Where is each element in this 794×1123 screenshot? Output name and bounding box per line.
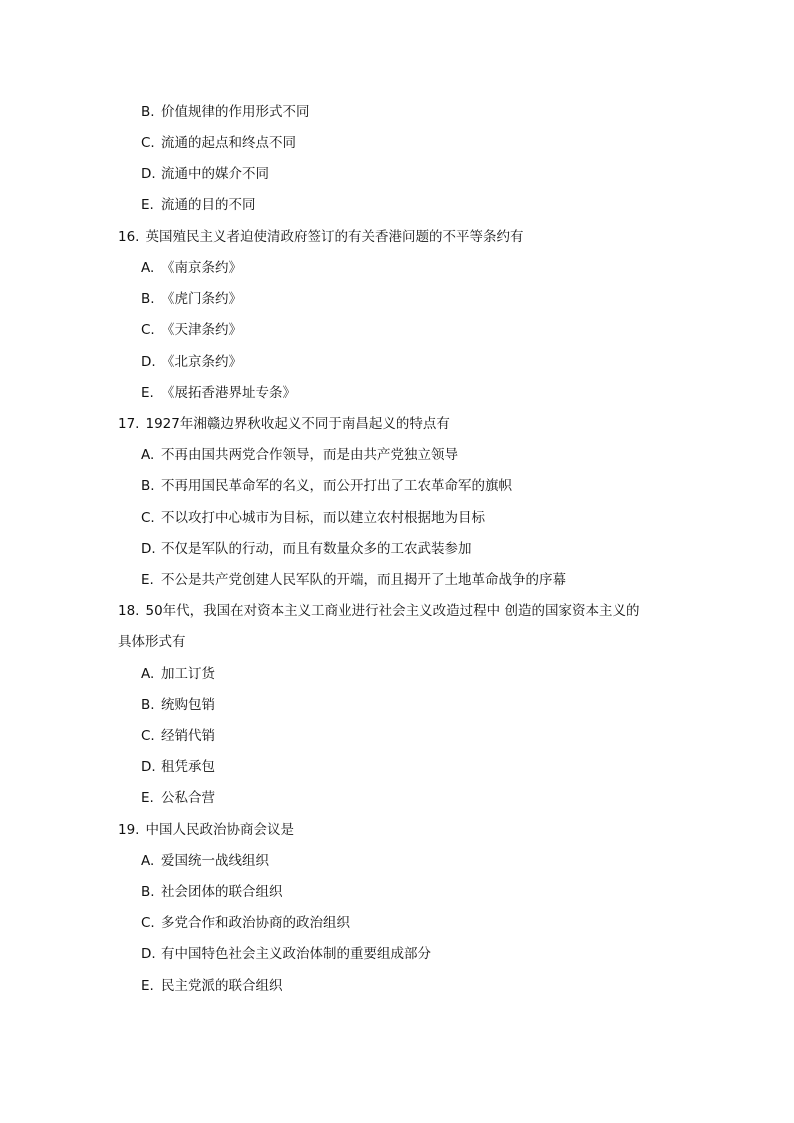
option-line xyxy=(141,196,256,214)
option-text: 《展拓香港界址专条》 xyxy=(161,385,296,401)
option-line xyxy=(141,103,310,121)
option-text: 经销代销 xyxy=(161,728,215,744)
option-line xyxy=(141,727,215,745)
option-letter: C. xyxy=(141,915,155,931)
option-letter: E. xyxy=(141,385,154,401)
option-letter: C. xyxy=(141,135,155,151)
option-line xyxy=(141,134,296,152)
option-text: 加工订货 xyxy=(161,666,215,682)
option-text: 不再由国共两党合作领导，而是由共产党独立领导 xyxy=(161,447,458,463)
option-line xyxy=(141,571,566,589)
option-line xyxy=(141,477,512,495)
option-letter: B. xyxy=(141,291,155,307)
option-text: 统购包销 xyxy=(161,697,215,713)
option-line xyxy=(141,665,215,683)
option-text: 租凭承包 xyxy=(161,759,215,775)
option-line xyxy=(141,977,283,995)
option-line xyxy=(141,384,296,402)
option-letter: E. xyxy=(141,978,154,994)
option-text: 不再用国民革命军的名义，而公开打出了工农革命军的旗帜 xyxy=(161,478,512,494)
option-text: 有中国特色社会主义政治体制的重要组成部分 xyxy=(161,946,431,962)
question-line xyxy=(118,602,639,620)
option-line xyxy=(141,883,283,901)
option-line xyxy=(141,290,242,308)
option-line xyxy=(141,259,242,277)
question-number: 18. xyxy=(118,603,140,619)
option-letter: B. xyxy=(141,104,155,120)
option-line xyxy=(141,914,350,932)
option-line xyxy=(141,789,215,807)
option-letter: D. xyxy=(141,946,156,962)
option-letter: A. xyxy=(141,666,155,682)
option-letter: B. xyxy=(141,697,155,713)
option-line xyxy=(141,321,242,339)
option-text: 《北京条约》 xyxy=(161,354,242,370)
option-letter: E. xyxy=(141,790,154,806)
option-text: 《南京条约》 xyxy=(161,260,242,276)
option-letter: A. xyxy=(141,447,155,463)
option-line xyxy=(141,758,215,776)
option-text: 爱国统一战线组织 xyxy=(161,853,269,869)
option-line xyxy=(141,852,269,870)
option-text: 不仅是军队的行动，而且有数量众多的工农武装参加 xyxy=(161,541,472,557)
option-text: 《虎门条约》 xyxy=(161,291,242,307)
option-letter: A. xyxy=(141,260,155,276)
option-letter: D. xyxy=(141,541,156,557)
option-text: 不以攻打中心城市为目标，而以建立农村根据地为目标 xyxy=(161,510,485,526)
option-letter: D. xyxy=(141,354,156,370)
option-letter: C. xyxy=(141,322,155,338)
question-line xyxy=(118,821,294,839)
option-text: 流通的目的不同 xyxy=(161,197,256,213)
option-text: 民主党派的联合组织 xyxy=(161,978,283,994)
question-text: 1927年湘赣边界秋收起义不同于南昌起义的特点有 xyxy=(145,416,450,432)
question-number: 19. xyxy=(118,822,140,838)
question-text: 英国殖民主义者迫使清政府签订的有关香港问题的不平等条约有 xyxy=(145,229,524,245)
option-line xyxy=(141,696,215,714)
option-line xyxy=(141,540,472,558)
option-line xyxy=(141,945,431,963)
question-number: 17. xyxy=(118,416,140,432)
option-text: 公私合营 xyxy=(161,790,215,806)
option-letter: B. xyxy=(141,478,155,494)
option-letter: E. xyxy=(141,572,154,588)
question-number: 16. xyxy=(118,229,140,245)
option-line xyxy=(141,509,485,527)
option-text: 流通中的媒介不同 xyxy=(161,166,269,182)
option-line xyxy=(141,446,458,464)
option-letter: C. xyxy=(141,728,155,744)
option-text: 流通的起点和终点不同 xyxy=(161,135,296,151)
option-letter: A. xyxy=(141,853,155,869)
question-line xyxy=(118,228,523,246)
option-line xyxy=(141,353,242,371)
option-letter: B. xyxy=(141,884,155,900)
question-text: 中国人民政治协商会议是 xyxy=(145,822,294,838)
option-text: 不公是共产党创建人民军队的开端，而且揭开了土地革命战争的序幕 xyxy=(161,572,566,588)
option-letter: D. xyxy=(141,166,156,182)
option-text: 《天津条约》 xyxy=(161,322,242,338)
option-letter: D. xyxy=(141,759,156,775)
option-line xyxy=(141,165,269,183)
option-text: 多党合作和政治协商的政治组织 xyxy=(161,915,350,931)
question-line xyxy=(118,415,450,433)
option-text: 社会团体的联合组织 xyxy=(161,884,283,900)
option-letter: C. xyxy=(141,510,155,526)
question-continuation: 具体形式有 xyxy=(118,634,186,650)
option-text: 价值规律的作用形式不同 xyxy=(161,104,310,120)
option-letter: E. xyxy=(141,197,154,213)
question-text: 50年代，我国在对资本主义工商业进行社会主义改造过程中 创造的国家资本主义的 xyxy=(145,603,640,619)
